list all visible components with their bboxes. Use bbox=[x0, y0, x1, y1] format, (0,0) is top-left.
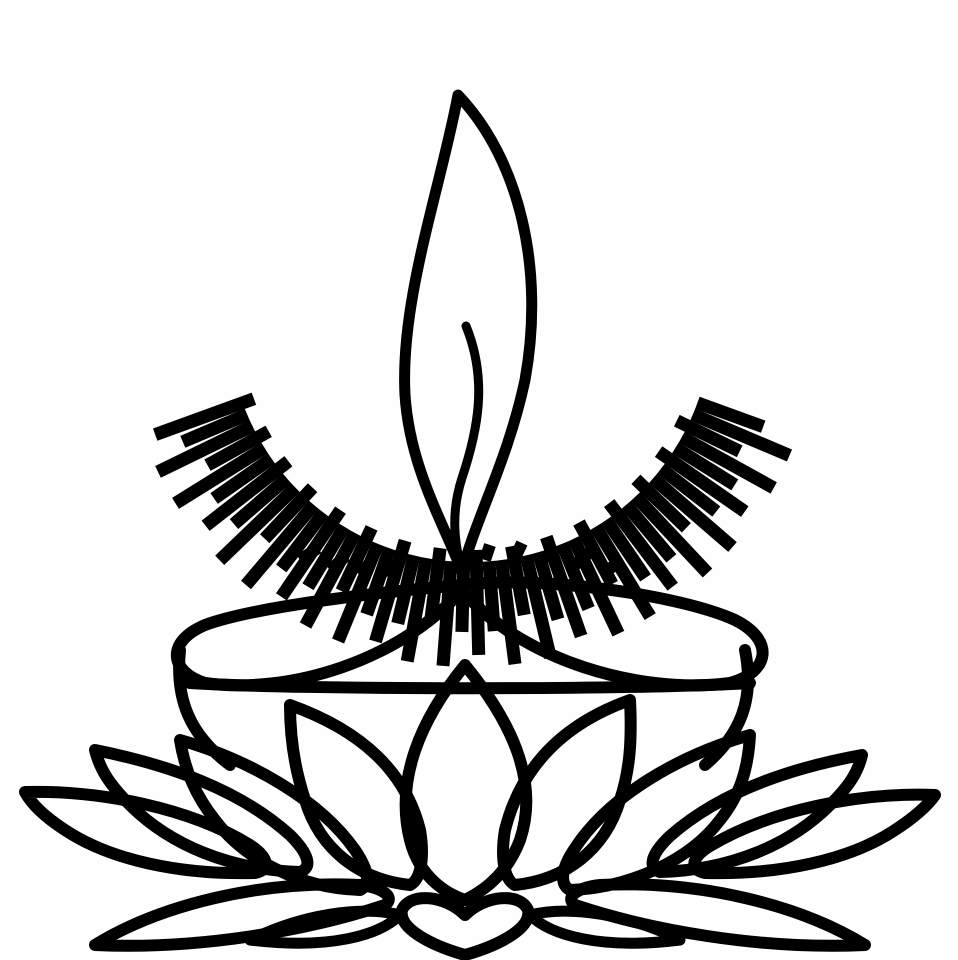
lotus-base-heart bbox=[402, 898, 529, 955]
light-ray-short bbox=[485, 545, 490, 560]
lotus-base bbox=[25, 665, 935, 955]
light-ray-short bbox=[545, 545, 555, 560]
flame bbox=[405, 95, 532, 572]
light-ray-short bbox=[390, 562, 398, 578]
light-ray-short bbox=[515, 543, 522, 558]
bowl-front-rim bbox=[190, 683, 750, 688]
lotus-petal-right-small bbox=[530, 911, 680, 943]
